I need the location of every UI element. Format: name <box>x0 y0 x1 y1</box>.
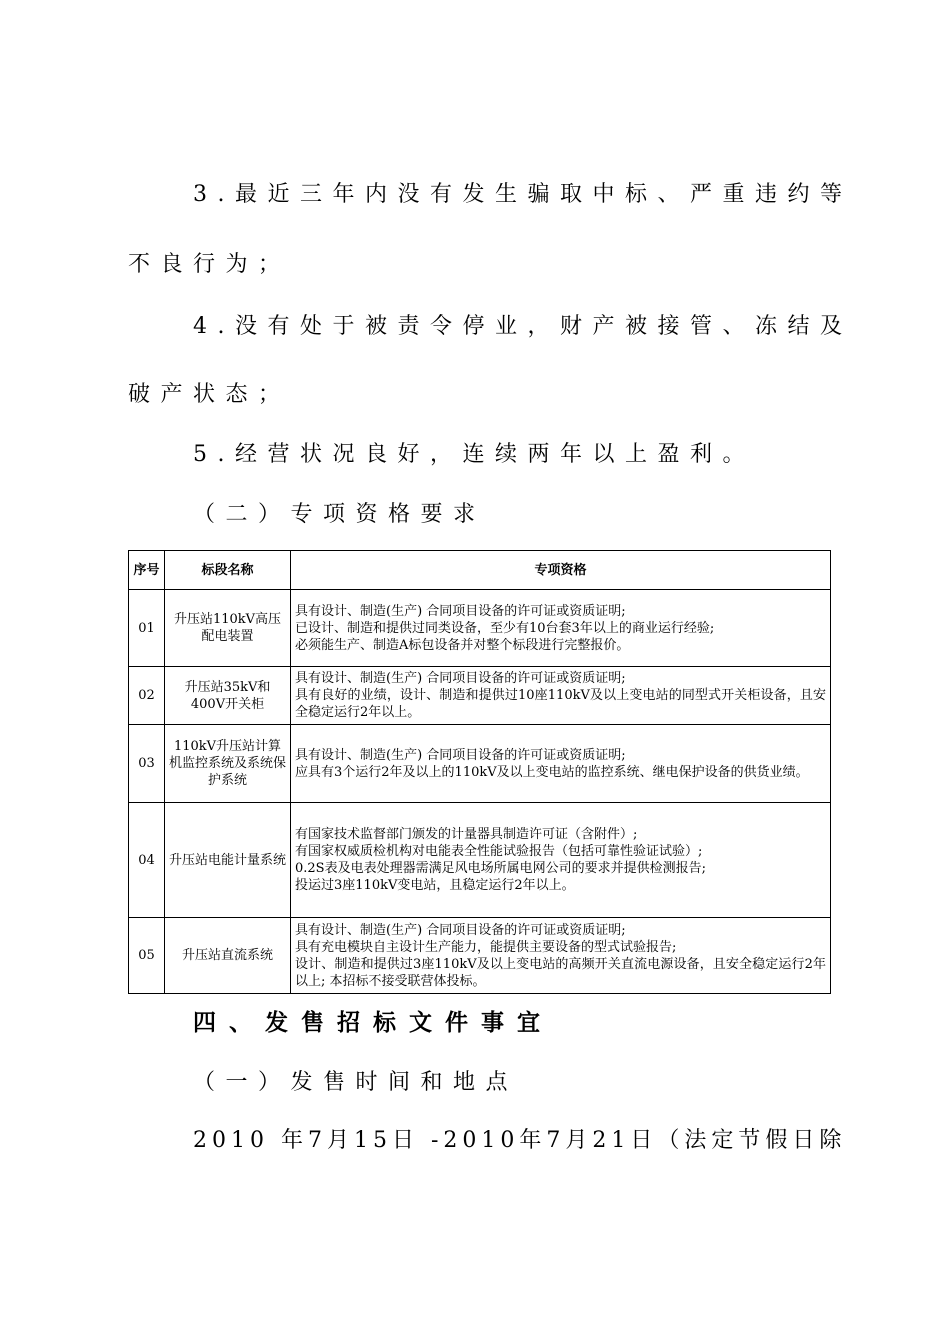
qualification-table <box>128 550 831 994</box>
table-row <box>129 803 831 918</box>
paragraph-5: 5.经营状况良好，连续两年以上盈利。 <box>193 442 755 467</box>
row-qual <box>291 590 831 667</box>
row-name: 110kV升压站计算机监控系统及系统保护系统 <box>165 725 291 803</box>
paragraph-4-line-1: 4.没有处于被责令停业，财产被接管、冻结及 <box>193 314 853 339</box>
row-no: 02 <box>129 667 165 725</box>
qual-line: 有国家权威质检机构对电能表全性能试验报告（包括可靠性验证试验）; <box>295 844 703 859</box>
section-4-heading: 四、发售招标文件事宜 <box>193 1010 553 1036</box>
header-name: 标段名称 <box>165 551 291 590</box>
qual-line: 有国家技术监督部门颁发的计量器具制造许可证（含附件）; <box>295 827 638 842</box>
qual-line: 具有设计、制造(生产) 合同项目设备的许可证或资质证明; <box>295 922 626 938</box>
table-row <box>129 725 831 803</box>
qual-line: 具有充电模块自主设计生产能力，能提供主要设备的型式试验报告; <box>295 939 677 955</box>
row-no: 03 <box>129 725 165 803</box>
qual-line: 具有设计、制造(生产) 合同项目设备的许可证或资质证明; <box>295 747 626 763</box>
table-header-row <box>129 551 831 590</box>
row-name: 升压站直流系统 <box>165 918 291 994</box>
qual-line: 投运过3座110kV变电站，且稳定运行2年以上。 <box>295 878 575 893</box>
row-name: 升压站电能计量系统 <box>165 803 291 918</box>
qual-line: 应具有3个运行2年及以上的110kV及以上变电站的监控系统、继电保护设备的供货业绩。 <box>295 764 809 780</box>
qual-line: 已设计、制造和提供过同类设备，至少有10台套3年以上的商业运行经验; <box>295 620 715 636</box>
qual-line: 具有良好的业绩，设计、制造和提供过10座110kV及以上变电站的同型式开关柜设备，且安全稳定运行2年以上。 <box>295 688 826 720</box>
qual-line: 0.2S表及电表处理器需满足风电场所属电网公司的要求并提供检测报告; <box>295 861 706 876</box>
qual-line: 具有设计、制造(生产) 合同项目设备的许可证或资质证明; <box>295 671 626 686</box>
table-row <box>129 667 831 725</box>
qual-line: 具有设计、制造(生产) 合同项目设备的许可证或资质证明; <box>295 603 626 619</box>
qual-line: 必须能生产、制造A标包设备并对整个标段进行完整报价。 <box>295 637 630 653</box>
paragraph-3-line-1: 3.最近三年内没有发生骗取中标、严重违约等 <box>193 182 853 207</box>
row-no: 01 <box>129 590 165 667</box>
row-name: 升压站35kV和400V开关柜 <box>165 667 291 725</box>
row-qual <box>291 918 831 994</box>
row-name: 升压站110kV高压配电装置 <box>165 590 291 667</box>
row-qual <box>291 725 831 803</box>
header-qual: 专项资格 <box>291 551 831 590</box>
header-no: 序号 <box>129 551 165 590</box>
qual-line: 设计、制造和提供过3座110kV及以上变电站的高频开关直流电源设备，且安全稳定运行2年以上; 本招标不接受联营体投标。 <box>295 956 826 989</box>
table-row <box>129 918 831 994</box>
paragraph-4-line-2: 破产状态； <box>128 382 291 407</box>
sale-date-line: 2010 年7月15日 -2010年7月21日（法定节假日除 <box>193 1128 847 1153</box>
row-no: 05 <box>129 918 165 994</box>
row-no: 04 <box>129 803 165 918</box>
row-qual <box>291 667 831 725</box>
row-qual <box>291 803 831 918</box>
subheading-sale-time-place: （一）发售时间和地点 <box>193 1070 519 1095</box>
subheading-special-qualifications: （二）专项资格要求 <box>193 502 486 527</box>
table-row <box>129 590 831 667</box>
paragraph-3-line-2: 不良行为； <box>128 252 291 277</box>
